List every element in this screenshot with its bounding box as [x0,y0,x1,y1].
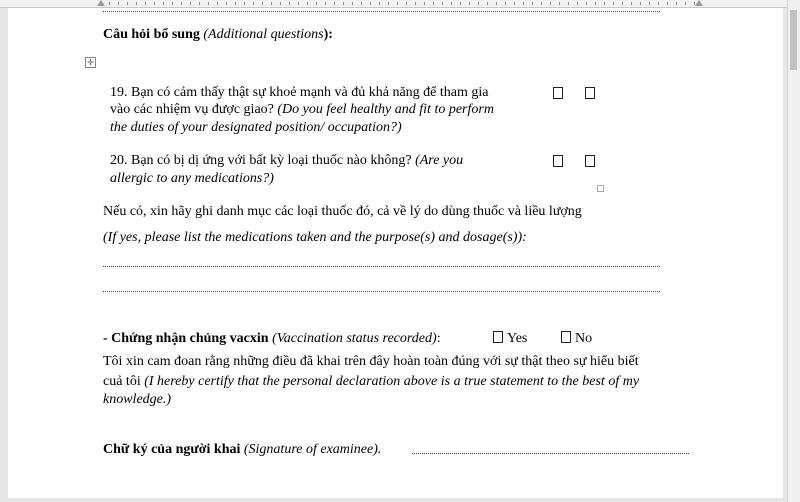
scrollbar-thumb[interactable] [790,10,797,70]
question-19-line1: 19. Bạn có cảm thấy thật sự khoẻ mạnh và đủ khả năng để tham gia [110,85,489,100]
certify-line3: knowledge.) [103,392,172,407]
question-19-line3: the duties of your designated position/ occupation?) [110,120,402,135]
checkbox-icon[interactable] [493,331,503,343]
move-handle-icon[interactable]: ✛ [85,57,96,68]
question-20-line2: allergic to any medications?) [110,171,274,186]
question-19-en: (Do you feel healthy and fit to perform [277,102,494,117]
medications-prompt-en: (If yes, please list the medications taken and the purpose(s) and dosage(s)): [103,230,527,245]
certify-en: (I hereby certify that the personal declaration above is a true statement to the best of my [144,374,640,389]
document-page[interactable] [8,8,783,498]
certify-vi: cuả tôi [103,374,141,389]
vaccination-label-en: (Vaccination status recorded) [272,331,437,346]
medications-prompt-vi: Nếu có, xin hãy ghi danh mục các loại thuốc đó, cả về lý do dùng thuốc và liều lượng [103,204,582,219]
section-title-vi: Câu hỏi bổ sung [103,27,200,42]
question-19-yes-checkbox[interactable] [553,87,563,99]
question-20-no-checkbox[interactable] [585,155,595,167]
medications-answer-line-1[interactable] [103,266,660,267]
vaccination-yes-label: Yes [507,331,528,346]
signature-label-vi: Chữ ký của người khai [103,442,241,457]
signature-label-en: (Signature of examinee). [243,442,382,457]
question-20-en: (Are you [415,153,464,168]
question-20-vi: 20. Bạn có bị dị ứng với bất kỳ loại thuốc nào không? [110,153,412,168]
vaccination-row [103,329,441,348]
checkbox-icon[interactable] [561,331,571,343]
certify-line1: Tôi xin cam đoan rằng những điều đã khai trên đây hoàn toàn đúng với sự thật theo sự hiểu biết [103,354,639,369]
question-19-line2 [110,100,494,119]
dotted-line [103,11,660,12]
section-title-en: (Additional questions [203,27,324,42]
signature-row [103,440,381,459]
question-19-no-checkbox[interactable] [585,87,595,99]
vaccination-no-option[interactable] [561,329,592,348]
vaccination-label-vi: - Chứng nhận chủng vacxin [103,331,269,346]
question-20-line1 [110,151,463,170]
vaccination-yes-option[interactable] [493,329,527,348]
medications-answer-line-2[interactable] [103,291,660,292]
signature-line[interactable] [412,453,689,454]
vertical-scrollbar[interactable] [787,0,800,502]
certify-line2 [103,372,639,391]
left-indent-marker[interactable] [97,0,105,6]
vaccination-colon: : [436,331,441,346]
section-heading [103,25,333,44]
vaccination-no-label: No [575,331,593,346]
question-20-yes-checkbox[interactable] [553,155,563,167]
right-indent-marker[interactable] [695,0,703,6]
table-resize-handle[interactable] [597,185,604,192]
section-title-end: ): [323,27,333,42]
ruler-ticks [100,2,700,5]
question-19-vi: vào các nhiệm vụ được giao? [110,102,274,117]
horizontal-ruler[interactable] [0,0,800,8]
